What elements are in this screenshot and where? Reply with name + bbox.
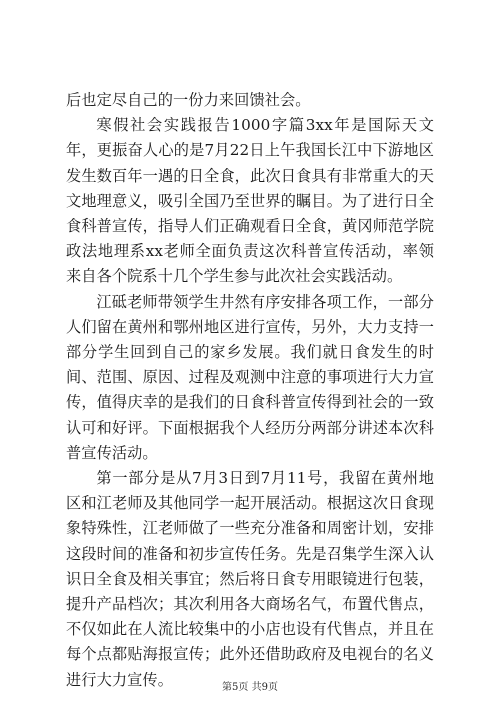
paragraph-part-one: 第一部分是从7月3日到7月11号，我留在黄州地区和江老师及其他同学一起开展活动。根据这次日食现象特殊性，江老师做了一些充分准备和周密计划，安排这段时间的准备和初步宣传任务。先是召集学生深入认识日全食及相关事宜；然后将日食专用眼镜进行包装，提升产品档次；其次利用各大商场名气，布置代售点，不仅如此在人流比较集中的小店也设有代售点，并且在每个点都贴海报宣传；此外还借助政府及电视台的名义进行大力宣传。 bbox=[66, 469, 434, 689]
document-body bbox=[66, 88, 434, 693]
paragraph-continuation: 后也定尽自己的一份力来回馈社会。 bbox=[66, 91, 311, 109]
page-number-footer: 第5页 共9页 bbox=[222, 682, 278, 693]
paragraph-organization: 江砥老师带领学生井然有序安排各项工作，一部分人们留在黄州和鄂州地区进行宣传，另外，大力支持一部分学生回到自己的家乡发展。我们就日食发生的时间、范围、原因、过程及观测中注意的事项进行大力宣传，值得庆幸的是我们的日食科普宣传得到社会的一致认可和好评。下面根据我个人经历分两部分讲述本次科普宣传活动。 bbox=[66, 292, 434, 462]
paragraph-intro: 寒假社会实践报告1000字篇3xx年是国际天文年，更振奋人心的是7月22日上午我国长江中下游地区发生数百年一遇的日全食，此次日食具有非常重大的天文地理意义，吸引全国乃至世界的瞩目。为了进行日全食科普宣传，指导人们正确观看日全食，黄冈师范学院政法地理系xx老师全面负责这次科普宣传活动，率领来自各个院系十几个学生参与此次社会实践活动。 bbox=[66, 116, 434, 286]
